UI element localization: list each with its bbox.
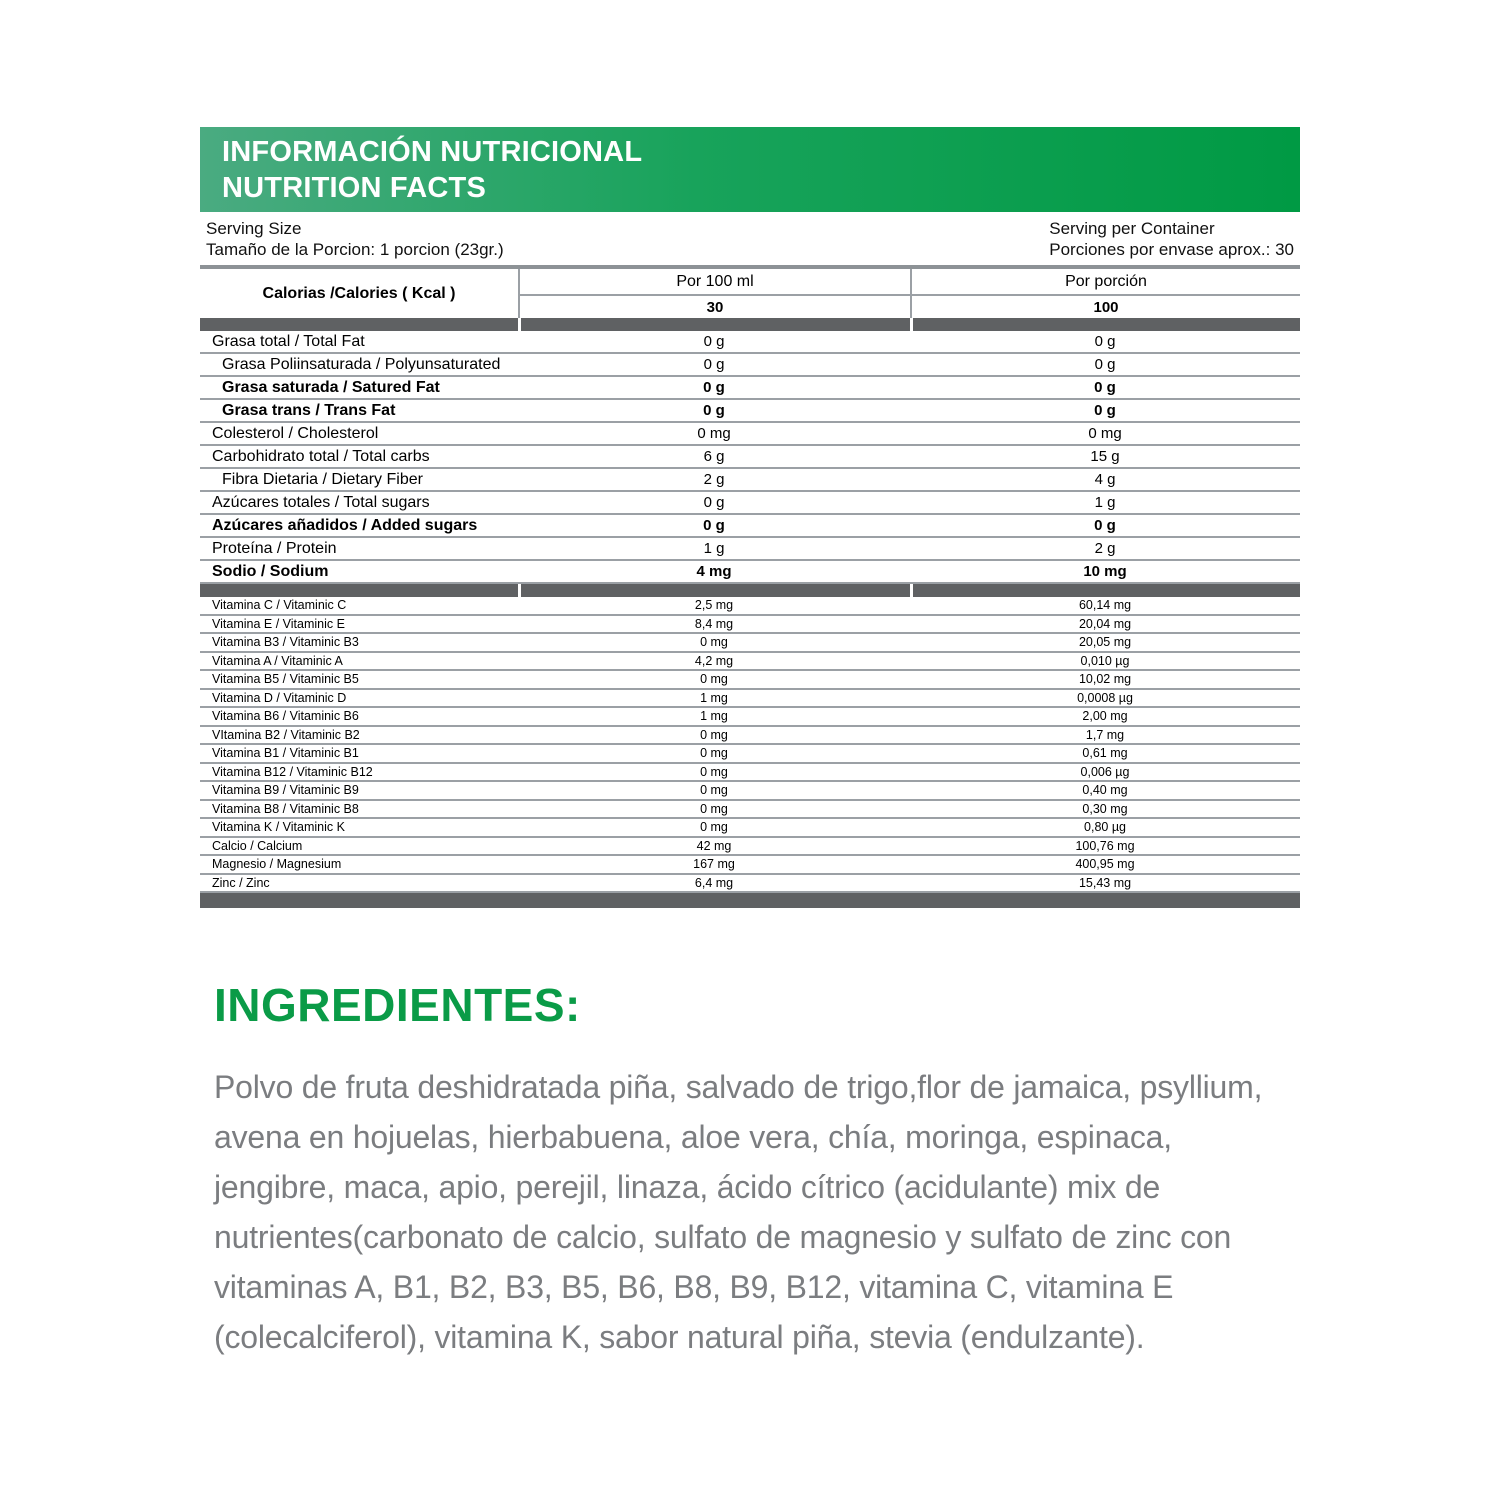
nutrient-value-per100: 0 g [518, 400, 910, 423]
nutrient-value-per100: 0 mg [518, 801, 910, 820]
section-bar [200, 584, 518, 597]
nutrient-label: Sodio / Sodium [200, 561, 518, 584]
nutrient-value-portion: 0 g [910, 377, 1300, 400]
nutrient-label: Magnesio / Magnesium [200, 856, 518, 875]
servings-per-container-block [1049, 218, 1296, 260]
nutrient-label: Vitamina K / Vitaminic K [200, 819, 518, 838]
nutrient-value-portion: 15 g [910, 446, 1300, 469]
nutrition-table [200, 269, 1300, 908]
nutrient-value-per100: 0 mg [518, 423, 910, 446]
nutrient-value-portion: 100,76 mg [910, 838, 1300, 857]
table-bottom-bar [200, 893, 1300, 908]
nutrient-label: Vitamina B5 / Vitaminic B5 [200, 671, 518, 690]
nutrient-label: Vitamina B1 / Vitaminic B1 [200, 745, 518, 764]
nutrient-value-portion: 4 g [910, 469, 1300, 492]
section-bar [518, 584, 910, 597]
nutrient-label: Vitamina B12 / Vitaminic B12 [200, 764, 518, 783]
serving-info [200, 212, 1300, 265]
nutrient-value-portion: 20,05 mg [910, 634, 1300, 653]
col-header-per100: Por 100 ml [518, 269, 910, 296]
nutrient-value-per100: 42 mg [518, 838, 910, 857]
nutrient-value-per100: 6,4 mg [518, 875, 910, 894]
servings-per-container-value: Porciones por envase aprox.: 30 [1049, 240, 1294, 259]
nutrient-value-portion: 0,30 mg [910, 801, 1300, 820]
nutrient-value-per100: 1 g [518, 538, 910, 561]
nutrient-label: Vitamina B9 / Vitaminic B9 [200, 782, 518, 801]
col-header-portion: Por porción [910, 269, 1300, 296]
nutrient-label: Vitamina C / Vitaminic C [200, 597, 518, 616]
nutrient-label: Vitamina A / Vitaminic A [200, 653, 518, 672]
serving-size-label: Serving Size [206, 219, 302, 238]
nutrient-value-portion: 0,80 µg [910, 819, 1300, 838]
nutrient-value-portion: 10,02 mg [910, 671, 1300, 690]
nutrient-value-per100: 2,5 mg [518, 597, 910, 616]
nutrient-value-per100: 1 mg [518, 708, 910, 727]
calories-value-portion: 100 [910, 296, 1300, 318]
nutrient-value-per100: 0 mg [518, 634, 910, 653]
nutrient-value-portion: 60,14 mg [910, 597, 1300, 616]
nutrient-value-per100: 0 mg [518, 764, 910, 783]
nutrient-label: Vitamina B8 / Vitaminic B8 [200, 801, 518, 820]
calories-label: Calorias /Calories ( Kcal ) [262, 284, 456, 302]
section-bar [910, 584, 1300, 597]
section-bar [910, 318, 1300, 331]
nutrient-label: Colesterol / Cholesterol [200, 423, 518, 446]
nutrient-value-per100: 6 g [518, 446, 910, 469]
nutrient-label: Zinc / Zinc [200, 875, 518, 894]
nutrient-value-per100: 4 mg [518, 561, 910, 584]
nutrient-label: Vitamina E / Vitaminic E [200, 616, 518, 635]
nutrient-value-per100: 0 mg [518, 745, 910, 764]
nutrient-label: VItamina B2 / Vitaminic B2 [200, 727, 518, 746]
nutrient-label: Proteína / Protein [200, 538, 518, 561]
nutrient-value-per100: 2 g [518, 469, 910, 492]
label-title-en: NUTRITION FACTS [222, 171, 486, 204]
section-bar [518, 318, 910, 331]
nutrient-label: Fibra Dietaria / Dietary Fiber [200, 469, 518, 492]
nutrient-value-portion: 0 g [910, 331, 1300, 354]
nutrient-value-per100: 0 g [518, 354, 910, 377]
nutrient-value-portion: 1 g [910, 492, 1300, 515]
nutrient-value-per100: 0 g [518, 492, 910, 515]
nutrient-label: Calcio / Calcium [200, 838, 518, 857]
nutrient-value-per100: 1 mg [518, 690, 910, 709]
servings-per-container-label: Serving per Container [1049, 219, 1215, 238]
nutrient-value-portion: 0,61 mg [910, 745, 1300, 764]
nutrient-value-portion: 0 g [910, 515, 1300, 538]
nutrient-label: Azúcares añadidos / Added sugars [200, 515, 518, 538]
nutrient-label: Carbohidrato total / Total carbs [200, 446, 518, 469]
nutrient-value-portion: 0,010 µg [910, 653, 1300, 672]
nutrient-value-per100: 0 mg [518, 819, 910, 838]
nutrient-value-portion: 400,95 mg [910, 856, 1300, 875]
label-title-es: INFORMACIÓN NUTRICIONAL [222, 135, 643, 168]
nutrient-value-portion: 1,7 mg [910, 727, 1300, 746]
serving-size-block [206, 218, 504, 260]
nutrient-label: Vitamina D / Vitaminic D [200, 690, 518, 709]
nutrient-label: Vitamina B6 / Vitaminic B6 [200, 708, 518, 727]
nutrient-value-per100: 4,2 mg [518, 653, 910, 672]
ingredients-text: Polvo de fruta deshidratada piña, salvado de trigo,flor de jamaica, psyllium, avena en hojuelas, hierbabuena, aloe vera, chía, moringa, espinaca, jengibre, maca, apio, perejil, linaza, ácido cítrico (acidulante) mix de nutrientes(carbonato de calcio, sulfato de magnesio y sulfato de zinc con vitaminas A, B1, B2, B3, B5, B6, B8, B9, B12, vitamina C, vitamina E (colecalciferol), vitamina K, sabor natural piña, stevia (endulzante). [214, 1069, 1263, 1355]
nutrient-value-per100: 0 g [518, 331, 910, 354]
nutrient-value-portion: 0 g [910, 354, 1300, 377]
nutrient-value-portion: 20,04 mg [910, 616, 1300, 635]
nutrient-value-portion: 10 mg [910, 561, 1300, 584]
nutrient-value-per100: 0 mg [518, 782, 910, 801]
nutrient-value-per100: 8,4 mg [518, 616, 910, 635]
nutrient-label: Grasa saturada / Satured Fat [200, 377, 518, 400]
nutrient-value-portion: 0,0008 µg [910, 690, 1300, 709]
nutrient-label: Grasa trans / Trans Fat [200, 400, 518, 423]
ingredients-title: INGREDIENTES: [214, 979, 581, 1031]
label-header [200, 127, 1300, 212]
nutrient-label: Grasa Poliinsaturada / Polyunsaturated [200, 354, 518, 377]
nutrition-label [200, 127, 1300, 1362]
calories-value-per100: 30 [518, 296, 910, 318]
nutrient-value-portion: 2,00 mg [910, 708, 1300, 727]
section-bar [200, 318, 518, 331]
nutrient-value-portion: 0,40 mg [910, 782, 1300, 801]
nutrient-value-portion: 0,006 µg [910, 764, 1300, 783]
nutrient-label: Vitamina B3 / Vitaminic B3 [200, 634, 518, 653]
nutrient-value-portion: 0 g [910, 400, 1300, 423]
nutrient-value-portion: 15,43 mg [910, 875, 1300, 894]
nutrient-value-per100: 0 mg [518, 671, 910, 690]
nutrient-value-per100: 167 mg [518, 856, 910, 875]
nutrient-value-portion: 2 g [910, 538, 1300, 561]
serving-size-value: Tamaño de la Porcion: 1 porcion (23gr.) [206, 240, 504, 259]
nutrient-value-portion: 0 mg [910, 423, 1300, 446]
nutrient-value-per100: 0 g [518, 515, 910, 538]
nutrient-label: Azúcares totales / Total sugars [200, 492, 518, 515]
nutrient-label: Grasa total / Total Fat [200, 331, 518, 354]
nutrient-value-per100: 0 mg [518, 727, 910, 746]
nutrient-value-per100: 0 g [518, 377, 910, 400]
